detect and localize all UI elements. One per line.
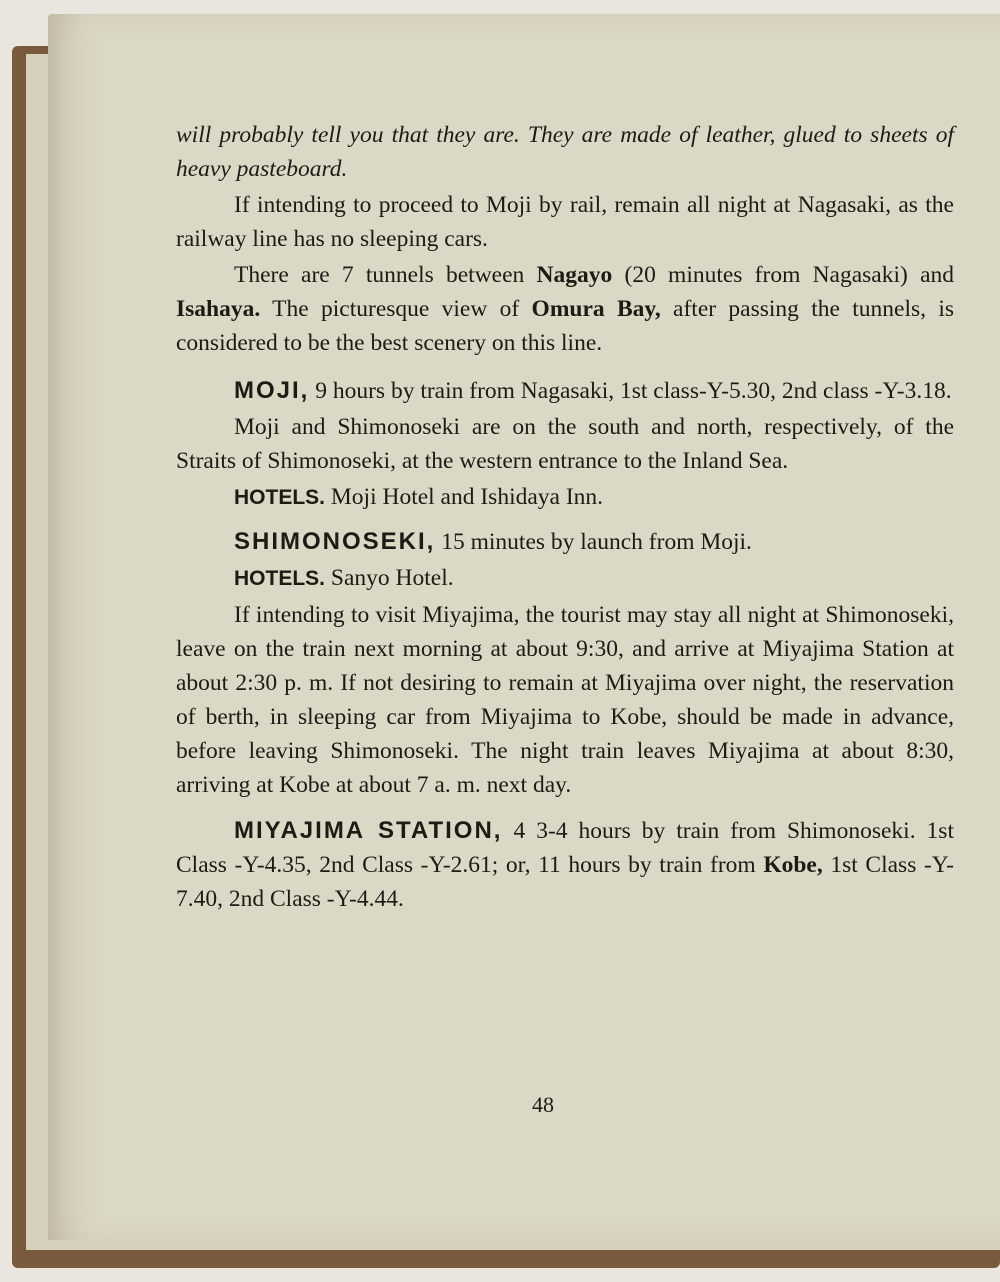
- paragraph-miyajima: [176, 814, 954, 916]
- place-name: Omura Bay,: [531, 296, 661, 322]
- paragraph-2: [176, 188, 954, 256]
- place-name: Kobe,: [763, 852, 823, 878]
- text-segment: will probably tell you that they are. They are made of leather, glued to sheets of heavy pasteboard.: [176, 122, 954, 182]
- page-number: 48: [532, 1092, 554, 1117]
- paragraph-9: [176, 598, 954, 802]
- text-segment: 9 hours by train from Nagasaki, 1st class-Y-5.30, 2nd class -Y-3.18.: [309, 378, 952, 404]
- page-body: [176, 118, 954, 918]
- text-segment: (20 minutes from Nagasaki) and: [612, 262, 954, 288]
- text-segment: The picturesque view of: [260, 296, 532, 322]
- paragraph-5: [176, 410, 954, 478]
- text-segment: after passing the tunnels, is considered to be the best scenery on this line.: [176, 296, 955, 356]
- hotels-label: HOTELS.: [234, 486, 326, 509]
- place-name: Isahaya.: [176, 296, 261, 322]
- text-segment: Moji Hotel and Ishidaya Inn.: [325, 484, 604, 510]
- text-segment: 4 3-4 hours by train from Shimonoseki. 1st Class -Y-4.35, 2nd Class -Y-2.61; or, 11 hours by train from: [176, 818, 954, 878]
- text-segment: 15 minutes by launch from Moji.: [435, 529, 752, 555]
- text-segment: 1st Class -Y-7.40, 2nd Class -Y-4.44.: [176, 852, 954, 912]
- text-segment: If intending to visit Miyajima, the tourist may stay all night at Shimonoseki, leave on the train next morning at about 9:30, and arrive at Miyajima Station at about 2:30 p. m. If not desiring to remain at Miyajima over night, the reservation of berth, in sleeping car from Miyajima to Kobe, should be made in advance, before leaving Shimonoseki. The night train leaves Miyajima at about 8:30, arriving at Kobe at about 7 a. m. next day.: [176, 602, 954, 798]
- paragraph-hotels-shimonoseki: [176, 561, 954, 596]
- text-segment: If intending to proceed to Moji by rail, remain all night at Nagasaki, as the railway line has no sleeping cars.: [176, 192, 954, 252]
- paragraph-shimonoseki: [176, 525, 954, 559]
- city-heading-moji: MOJI,: [234, 377, 310, 404]
- text-segment: Moji and Shimonoseki are on the south and north, respectively, of the Straits of Shimonoseki, at the western entrance to the Inland Sea.: [176, 414, 954, 474]
- text-segment: There are 7 tunnels between: [234, 262, 537, 288]
- text-segment: Sanyo Hotel.: [325, 565, 454, 591]
- paragraph-1: [176, 118, 954, 186]
- city-heading-shimonoseki: SHIMONOSEKI,: [234, 528, 436, 555]
- place-name: Nagayo: [536, 262, 613, 288]
- hotels-label: HOTELS.: [234, 567, 326, 590]
- paragraph-hotels-moji: [176, 480, 954, 515]
- paragraph-3: [176, 258, 954, 360]
- paragraph-moji: [176, 374, 954, 408]
- city-heading-miyajima: MIYAJIMA STATION,: [234, 817, 503, 844]
